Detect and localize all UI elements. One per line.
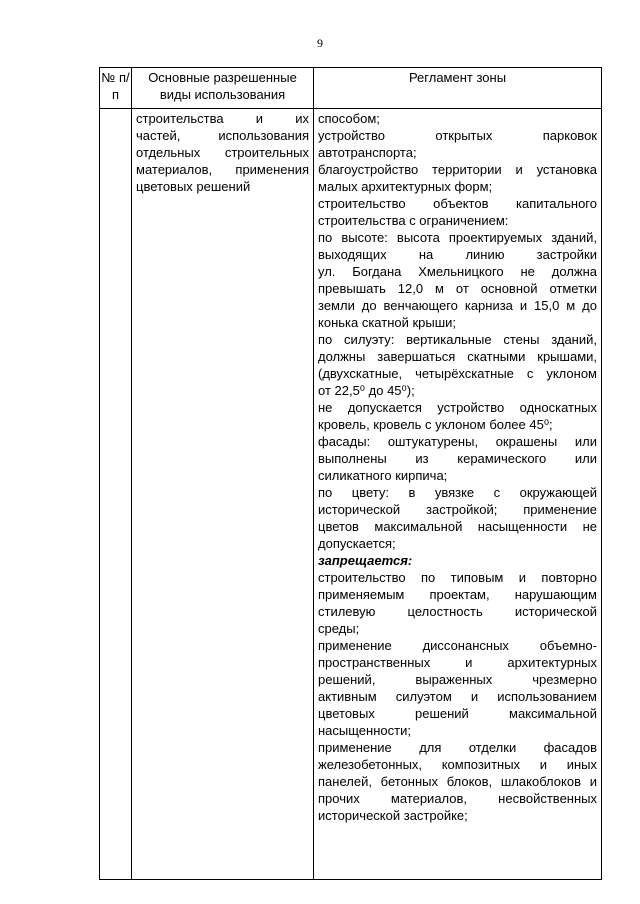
regulation-text-line: допускается; bbox=[318, 536, 396, 551]
regulation-text-line: способом; bbox=[318, 111, 380, 126]
regulation-text-line: применение для отделки фасадов bbox=[318, 740, 597, 755]
regulation-text-line: применяемым проектам, нарушающим bbox=[318, 587, 597, 602]
regulation-text-line: автотранспорта; bbox=[318, 145, 417, 160]
header-zone-regulation: Регламент зоны bbox=[314, 68, 602, 109]
header-permitted-uses: Основные разрешенные виды использования bbox=[132, 68, 314, 109]
uses-text-line: отдельных строительных bbox=[136, 145, 309, 160]
regulation-text-line: силикатного кирпича; bbox=[318, 468, 448, 483]
regulation-text-line: малых архитектурных форм; bbox=[318, 179, 493, 194]
regulation-text-line: применение диссонансных объемно- bbox=[318, 638, 597, 653]
regulation-text-line: среды; bbox=[318, 621, 360, 636]
table-row bbox=[100, 109, 602, 880]
regulation-text-line: цветов максимальной насыщенности не bbox=[318, 519, 597, 534]
prohibited-heading: запрещается: bbox=[318, 553, 413, 568]
regulation-text-line: строительство по типовым и повторно bbox=[318, 570, 597, 585]
regulation-text-line: земли до венчающего карниза и 15,0 м до bbox=[318, 298, 597, 313]
regulation-text-line: превышать 12,0 м от основной отметки bbox=[318, 281, 597, 296]
uses-text-line: материалов, применения bbox=[136, 162, 309, 177]
uses-text-line: цветовых решений bbox=[136, 179, 251, 194]
regulation-text-line: конька скатной крыши; bbox=[318, 315, 457, 330]
permitted-uses-cell bbox=[132, 109, 314, 880]
regulation-text-line: железобетонных, композитных и иных bbox=[318, 757, 597, 772]
uses-text-line: строительства и их bbox=[136, 111, 309, 126]
regulation-text-line: строительства с ограничением: bbox=[318, 213, 509, 228]
regulation-text-line: исторической застройкой; применение bbox=[318, 502, 597, 517]
regulation-text-line: фасады: оштукатурены, окрашены или bbox=[318, 434, 597, 449]
regulation-text-line: устройство открытых парковок bbox=[318, 128, 597, 143]
regulation-text-line: по силуэту: вертикальные стены зданий, bbox=[318, 332, 597, 347]
regulation-text-line: панелей, бетонных блоков, шлакоблоков и bbox=[318, 774, 597, 789]
regulation-text-line: должны завершаться скатными крышами, bbox=[318, 349, 597, 364]
header-number: № п/п bbox=[100, 68, 132, 109]
regulation-text-line: цветовых решений максимальной bbox=[318, 706, 597, 721]
table-header-row bbox=[100, 68, 602, 109]
regulation-text-line: исторической застройке; bbox=[318, 808, 468, 823]
regulation-text-line: пространственных и архитектурных bbox=[318, 655, 597, 670]
regulation-text-line: решений, выраженных чрезмерно bbox=[318, 672, 597, 687]
regulation-text-line: стилевую целостность исторической bbox=[318, 604, 597, 619]
regulation-text-line: не допускается устройство односкатных bbox=[318, 400, 597, 415]
row-number-cell bbox=[100, 109, 132, 880]
regulation-text-line: выполнены из керамического или bbox=[318, 451, 597, 466]
regulation-text-line: строительство объектов капитального bbox=[318, 196, 597, 211]
regulation-text-line: благоустройство территории и установка bbox=[318, 162, 597, 177]
regulation-text-line: по цвету: в увязке с окружающей bbox=[318, 485, 597, 500]
zone-regulation-table bbox=[99, 67, 602, 880]
page-number: 9 bbox=[317, 36, 323, 50]
regulation-text-line: от 22,5⁰ до 45⁰); bbox=[318, 383, 415, 398]
regulation-text-line: прочих материалов, несвойственных bbox=[318, 791, 597, 806]
regulation-text-line: насыщенности; bbox=[318, 723, 411, 738]
regulation-text-line: по высоте: высота проектируемых зданий, bbox=[318, 230, 597, 245]
zone-regulation-cell bbox=[314, 109, 602, 880]
regulation-text-line: кровель, кровель с уклоном более 45⁰; bbox=[318, 417, 553, 432]
uses-text-line: частей, использования bbox=[136, 128, 309, 143]
regulation-text-line: выходящих на линию застройки bbox=[318, 247, 597, 262]
regulation-text-line: (двухскатные, четырёхскатные с уклоном bbox=[318, 366, 597, 381]
regulation-text-line: активным силуэтом и использованием bbox=[318, 689, 597, 704]
regulation-text-line: ул. Богдана Хмельницкого не должна bbox=[318, 264, 597, 279]
